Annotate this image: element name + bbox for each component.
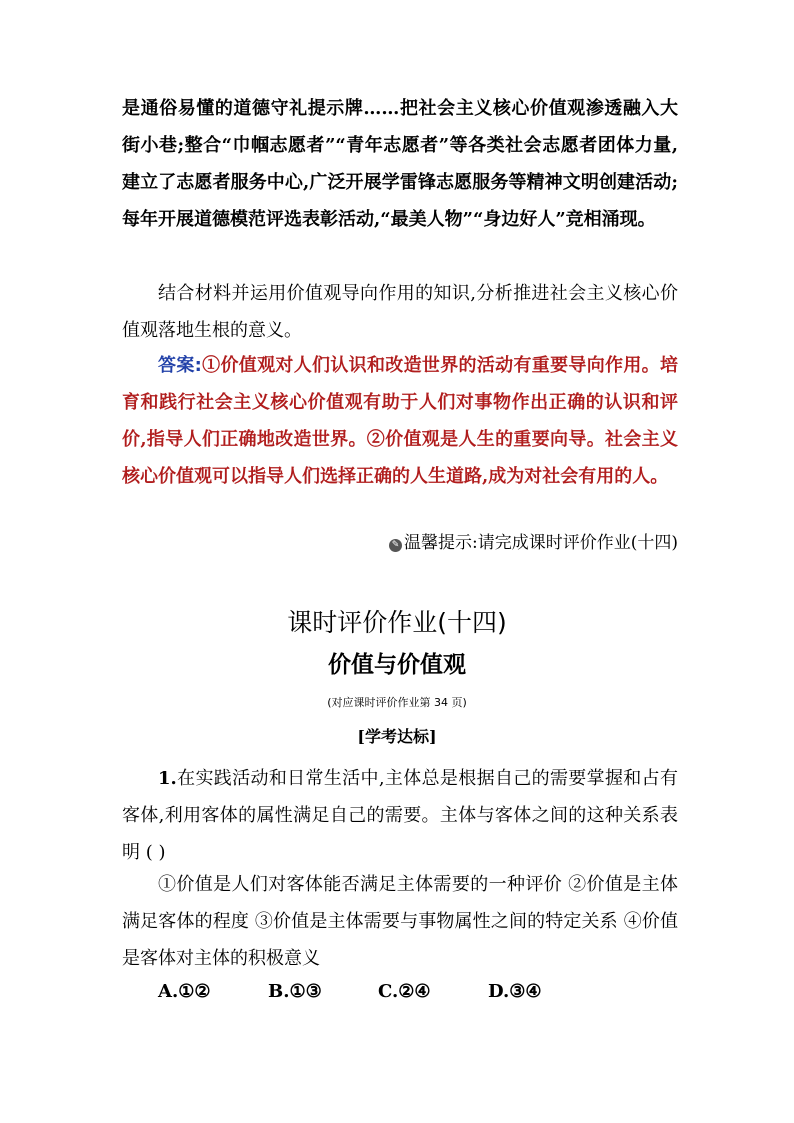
choice-d[interactable]: D.③④ <box>488 981 542 1002</box>
page-reference-note: (对应课时评价作业第 34 页) <box>327 696 467 709</box>
answer-label: 答案: <box>158 355 202 376</box>
question-1-choices <box>158 977 598 1007</box>
tip-icon: ✎ <box>389 539 402 552</box>
page-subtitle: 价值与价值观 <box>328 652 466 678</box>
answer-paragraph <box>122 347 678 495</box>
choice-c[interactable]: C.②④ <box>378 981 431 1002</box>
question-1-text: 在实践活动和日常生活中,主体总是根据自己的需要掌握和占有客体,利用客体的属性满足自己的需要。主体与客体之间的这种关系表明 ( ) <box>122 768 678 863</box>
choice-a[interactable]: A.①② <box>158 981 211 1002</box>
section-heading: [学考达标] <box>357 727 437 746</box>
tip-text: 温馨提示:请完成课时评价作业(十四) <box>404 533 678 553</box>
question-1-stem <box>122 760 678 871</box>
choice-b[interactable]: B.①③ <box>268 981 322 1002</box>
question-1-statements: ①价值是人们对客体能否满足主体需要的一种评价 ②价值是主体满足客体的程度 ③价值是主体需要与事物属性之间的特定关系 ④价值是客体对主体的积极意义 <box>122 874 678 969</box>
question-prompt: 结合材料并运用价值观导向作用的知识,分析推进社会主义核心价值观落地生根的意义。 <box>122 283 678 341</box>
question-1-number: 1. <box>158 768 177 789</box>
tip-line <box>389 530 678 556</box>
material-paragraph: 是通俗易懂的道德守礼提示牌……把社会主义核心价值观渗透融入大街小巷;整合“巾帼志愿者”“青年志愿者”等各类社会志愿者团体力量,建立了志愿者服务中心,广泛开展学雷锋志愿服务等精神文明创建活动;每年开展道德模范评选表彰活动,“最美人物”“身边好人”竞相涌现。 <box>122 98 678 230</box>
page-title: 课时评价作业(十四) <box>287 608 507 637</box>
answer-text: ①价值观对人们认识和改造世界的活动有重要导向作用。培育和践行社会主义核心价值观有助于人们对事物作出正确的认识和评价,指导人们正确地改造世界。②价值观是人生的重要向导。社会主义核心价值观可以指导人们选择正确的人生道路,成为对社会有用的人。 <box>122 355 678 487</box>
